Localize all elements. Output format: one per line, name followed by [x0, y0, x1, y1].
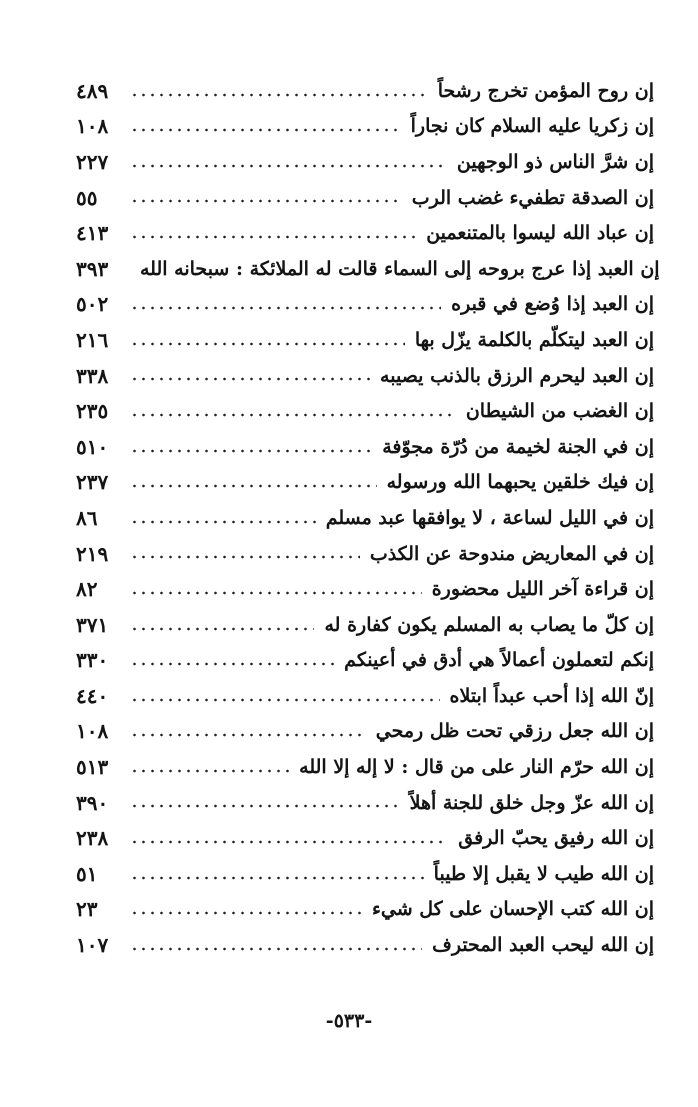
dot-leader: [130, 85, 428, 105]
entry-page-number: ٣٩٣: [76, 256, 109, 281]
entry-page-number: ٣٩٠: [76, 790, 109, 815]
dot-leader: [130, 796, 400, 816]
entry-page-number: ٥٠٢: [76, 292, 109, 317]
entry-title: إن الله طيب لا يقبل إلا طيباً: [433, 862, 654, 885]
entry-title: إن الله جعل رزقي تحت ظل رمحي: [375, 720, 654, 743]
dot-leader: [130, 298, 441, 318]
entry-page-number: ٢١٦: [76, 327, 109, 352]
entry-page-number: ٣٣٨: [76, 363, 109, 388]
index-entry: [76, 215, 654, 251]
index-entry: [76, 749, 654, 785]
entry-page-number: ٤٨٩: [76, 78, 109, 103]
index-entry: [76, 536, 654, 572]
entry-title: إن العبد إذا عرج بروحه إلى السماء قالت له الملائكة : سبحانه الله: [140, 257, 660, 280]
entry-page-number: ٥١: [76, 861, 98, 886]
entry-page-number: ١٠٨: [76, 114, 109, 139]
index-entry: [76, 714, 654, 750]
index-entry: [76, 429, 654, 465]
dot-leader: [130, 441, 372, 461]
entry-page-number: ٤٤٠: [76, 683, 109, 708]
entry-title: إن العبد ليتكلّم بالكلمة يزّل بها: [414, 328, 654, 351]
entry-title: إن زكريا عليه السلام كان نجاراً: [410, 115, 654, 138]
index-entry: [76, 571, 654, 607]
index-entry: [76, 892, 654, 928]
dot-leader: [130, 939, 422, 959]
dot-leader: [130, 156, 447, 176]
entry-page-number: ٢٣٧: [76, 470, 109, 495]
dot-leader: [130, 583, 422, 603]
index-entry: [76, 927, 654, 963]
entry-title: إن الله عزّ وجل خلق للجنة أهلاً: [409, 791, 654, 814]
dot-leader: [130, 725, 366, 745]
entry-page-number: ٥٥: [76, 185, 98, 210]
index-entry: [76, 465, 654, 501]
entry-page-number: ٨٦: [76, 505, 98, 530]
entry-page-number: ٥١٣: [76, 755, 109, 780]
index-entry: [76, 358, 654, 394]
index-entry: [76, 607, 654, 643]
entry-title: إن العبد إذا وُضع في قبره: [451, 293, 654, 316]
dot-leader: [130, 832, 448, 852]
entry-page-number: ١٠٨: [76, 719, 109, 744]
entry-title: إن الله كتب الإحسان على كل شيء: [371, 898, 654, 921]
index-entry: [76, 287, 654, 323]
dot-leader: [130, 191, 402, 211]
dot-leader: [130, 761, 289, 781]
index-entry: [76, 73, 654, 109]
entry-title: إن الله رفيق يحبّ الرفق: [458, 827, 654, 850]
index-entry: [76, 322, 654, 358]
entry-title: إن روح المؤمن تخرج رشحاً: [437, 79, 654, 102]
entry-page-number: ٣٧١: [76, 612, 109, 637]
index-entry: [76, 144, 654, 180]
entry-title: إن في الليل لساعة ، لا يوافقها عبد مسلم: [325, 506, 654, 529]
dot-leader: [130, 868, 424, 888]
entry-title: إن في الجنة لخيمة من دُرّة مجوّفة: [382, 435, 654, 458]
entry-page-number: ٢٣٥: [76, 399, 109, 424]
entry-page-number: ٥١٠: [76, 434, 109, 459]
dot-leader: [130, 619, 314, 639]
index-entry: [76, 180, 654, 216]
entry-title: إن الصدقة تطفيء غضب الرب: [411, 186, 654, 209]
dot-leader: [130, 120, 401, 140]
dot-leader: [130, 654, 334, 674]
dot-leader: [130, 405, 456, 425]
dot-leader: [130, 903, 362, 923]
dot-leader: [130, 547, 360, 567]
index-entry: [76, 856, 654, 892]
entry-page-number: ٢١٩: [76, 541, 109, 566]
index-entry: [76, 785, 654, 821]
entry-page-number: ١٠٧: [76, 933, 109, 958]
index-entry: [76, 678, 654, 714]
entry-title: إن قراءة آخر الليل محضورة: [431, 578, 654, 601]
entry-title: إن الله حرّم النار على من قال : لا إله إلا الله: [299, 756, 654, 779]
dot-leader: [130, 512, 316, 532]
index-entry: [76, 251, 660, 287]
entry-page-number: ٢٢٧: [76, 149, 109, 174]
entry-title: إن شرَّ الناس ذو الوجهين: [456, 150, 654, 173]
entry-title: إن في المعاريض مندوحة عن الكذب: [369, 542, 654, 565]
entry-title: إن الله ليحب العبد المحترف: [432, 934, 654, 957]
page-number: -٥٣٣-: [325, 1010, 373, 1032]
entry-page-number: ٢٣٨: [76, 826, 109, 851]
index-entry: [76, 500, 654, 536]
entry-page-number: ٨٢: [76, 577, 98, 602]
index-entry: [76, 643, 654, 679]
dot-leader: [130, 334, 405, 354]
entry-title: إن فيك خلقين يحبهما الله ورسوله: [386, 471, 654, 494]
entry-title: إنكم لتعملون أعمالاً هي أدق في أعينكم: [344, 649, 654, 672]
entry-title: إن كلّ ما يصاب به المسلم يكون كفارة له: [324, 613, 654, 636]
dot-leader: [130, 369, 370, 389]
index-entry: [76, 393, 654, 429]
index-entry: [76, 820, 654, 856]
entry-page-number: ٢٣: [76, 897, 98, 922]
entry-page-number: ٤١٣: [76, 221, 109, 246]
entry-title: إن عباد الله ليسوا بالمتنعمين: [426, 222, 654, 245]
entry-title: إنّ الله إذا أحب عبداً ابتلاه: [449, 684, 654, 707]
index-entry: [76, 109, 654, 145]
entry-page-number: ٣٣٠: [76, 648, 109, 673]
dot-leader: [130, 476, 377, 496]
dot-leader: [130, 690, 440, 710]
dot-leader: [130, 227, 416, 247]
hadith-index-list: [76, 73, 660, 963]
entry-title: إن العبد ليحرم الرزق بالذنب يصيبه: [380, 364, 654, 387]
entry-title: إن الغضب من الشيطان: [465, 400, 654, 423]
